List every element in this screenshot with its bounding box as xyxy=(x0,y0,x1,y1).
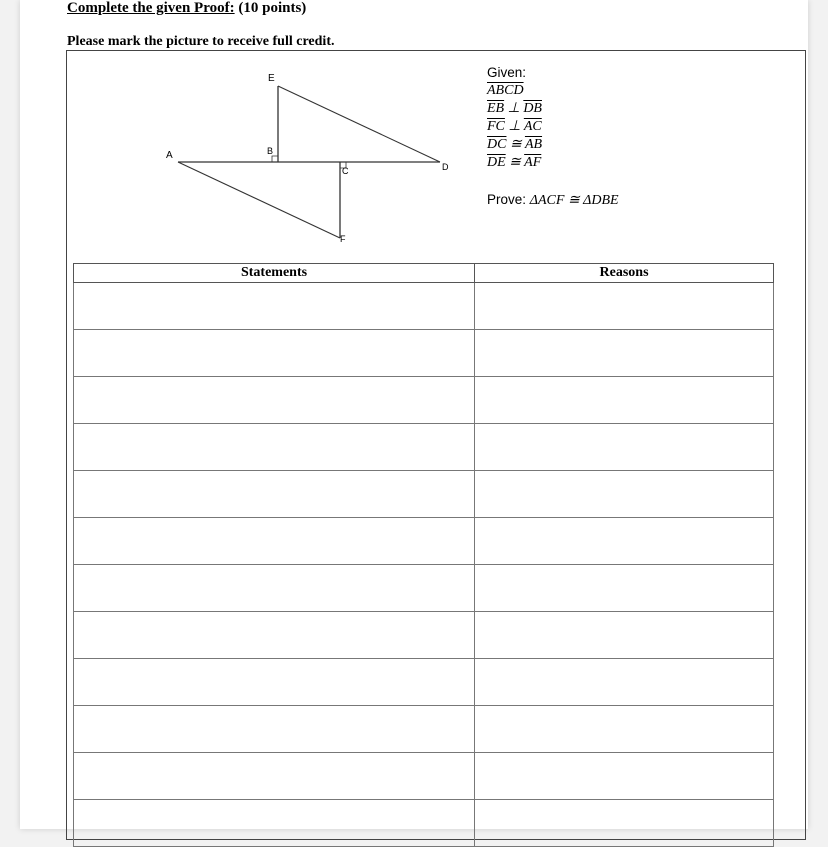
reason-cell[interactable] xyxy=(475,283,774,330)
title-underlined: Complete the given Proof: xyxy=(67,0,235,16)
statement-cell[interactable] xyxy=(74,565,475,612)
segment-ed xyxy=(278,86,440,162)
statement-cell[interactable] xyxy=(74,283,475,330)
reason-cell[interactable] xyxy=(475,753,774,800)
given-line: ABCD xyxy=(487,83,524,98)
statement-cell[interactable] xyxy=(74,471,475,518)
title-points: (10 points) xyxy=(234,0,307,16)
instruction-text: Please mark the picture to receive full credit. xyxy=(67,34,335,49)
page-title xyxy=(67,0,306,17)
statement-cell[interactable] xyxy=(74,377,475,424)
statement-cell[interactable] xyxy=(74,706,475,753)
label-a: A xyxy=(166,150,173,161)
statement-cell[interactable] xyxy=(74,659,475,706)
proof-row xyxy=(74,424,774,471)
proof-row xyxy=(74,753,774,800)
label-e: E xyxy=(268,73,275,84)
worksheet-page xyxy=(20,0,808,829)
statement-cell[interactable] xyxy=(74,753,475,800)
geometry-diagram[interactable] xyxy=(140,66,460,246)
proof-row xyxy=(74,659,774,706)
proof-row xyxy=(74,518,774,565)
reason-cell[interactable] xyxy=(475,659,774,706)
given-line: $\overline{EB}$ ⊥ $\overline{DB}$ xyxy=(487,101,542,116)
statements-header: Statements xyxy=(74,264,475,283)
reason-cell[interactable] xyxy=(475,471,774,518)
reason-cell[interactable] xyxy=(475,424,774,471)
given-block xyxy=(487,64,542,172)
prove-statement xyxy=(487,192,619,209)
reason-cell[interactable] xyxy=(475,706,774,753)
given-line: $\overline{DE}$ ≅ $\overline{AF}$ xyxy=(487,155,542,170)
proof-table xyxy=(73,263,774,847)
right-angle-mark-b xyxy=(272,156,278,162)
proof-row xyxy=(74,377,774,424)
proof-row xyxy=(74,330,774,377)
reasons-header: Reasons xyxy=(475,264,774,283)
reason-cell[interactable] xyxy=(475,377,774,424)
proof-row xyxy=(74,612,774,659)
given-line: $\overline{DC}$ ≅ $\overline{AB}$ xyxy=(487,137,543,152)
given-line: $\overline{FC}$ ⊥ $\overline{AC}$ xyxy=(487,119,542,134)
reason-cell[interactable] xyxy=(475,565,774,612)
label-f: F xyxy=(340,234,346,244)
reason-cell[interactable] xyxy=(475,330,774,377)
statement-cell[interactable] xyxy=(74,330,475,377)
reason-cell[interactable] xyxy=(475,800,774,847)
segment-af xyxy=(178,162,340,238)
proof-row xyxy=(74,800,774,847)
proof-row xyxy=(74,706,774,753)
given-heading: Given: xyxy=(487,65,527,80)
proof-row xyxy=(74,283,774,330)
proof-row xyxy=(74,565,774,612)
statement-cell[interactable] xyxy=(74,800,475,847)
statement-cell[interactable] xyxy=(74,424,475,471)
reason-cell[interactable] xyxy=(475,518,774,565)
prove-goal: ΔACF ≅ ΔDBE xyxy=(529,193,619,208)
prove-label: Prove: xyxy=(487,192,530,207)
statement-cell[interactable] xyxy=(74,612,475,659)
reason-cell[interactable] xyxy=(475,612,774,659)
statement-cell[interactable] xyxy=(74,518,475,565)
label-c: C xyxy=(342,166,349,176)
label-b: B xyxy=(267,146,274,156)
proof-row xyxy=(74,471,774,518)
label-d: D xyxy=(442,162,449,172)
